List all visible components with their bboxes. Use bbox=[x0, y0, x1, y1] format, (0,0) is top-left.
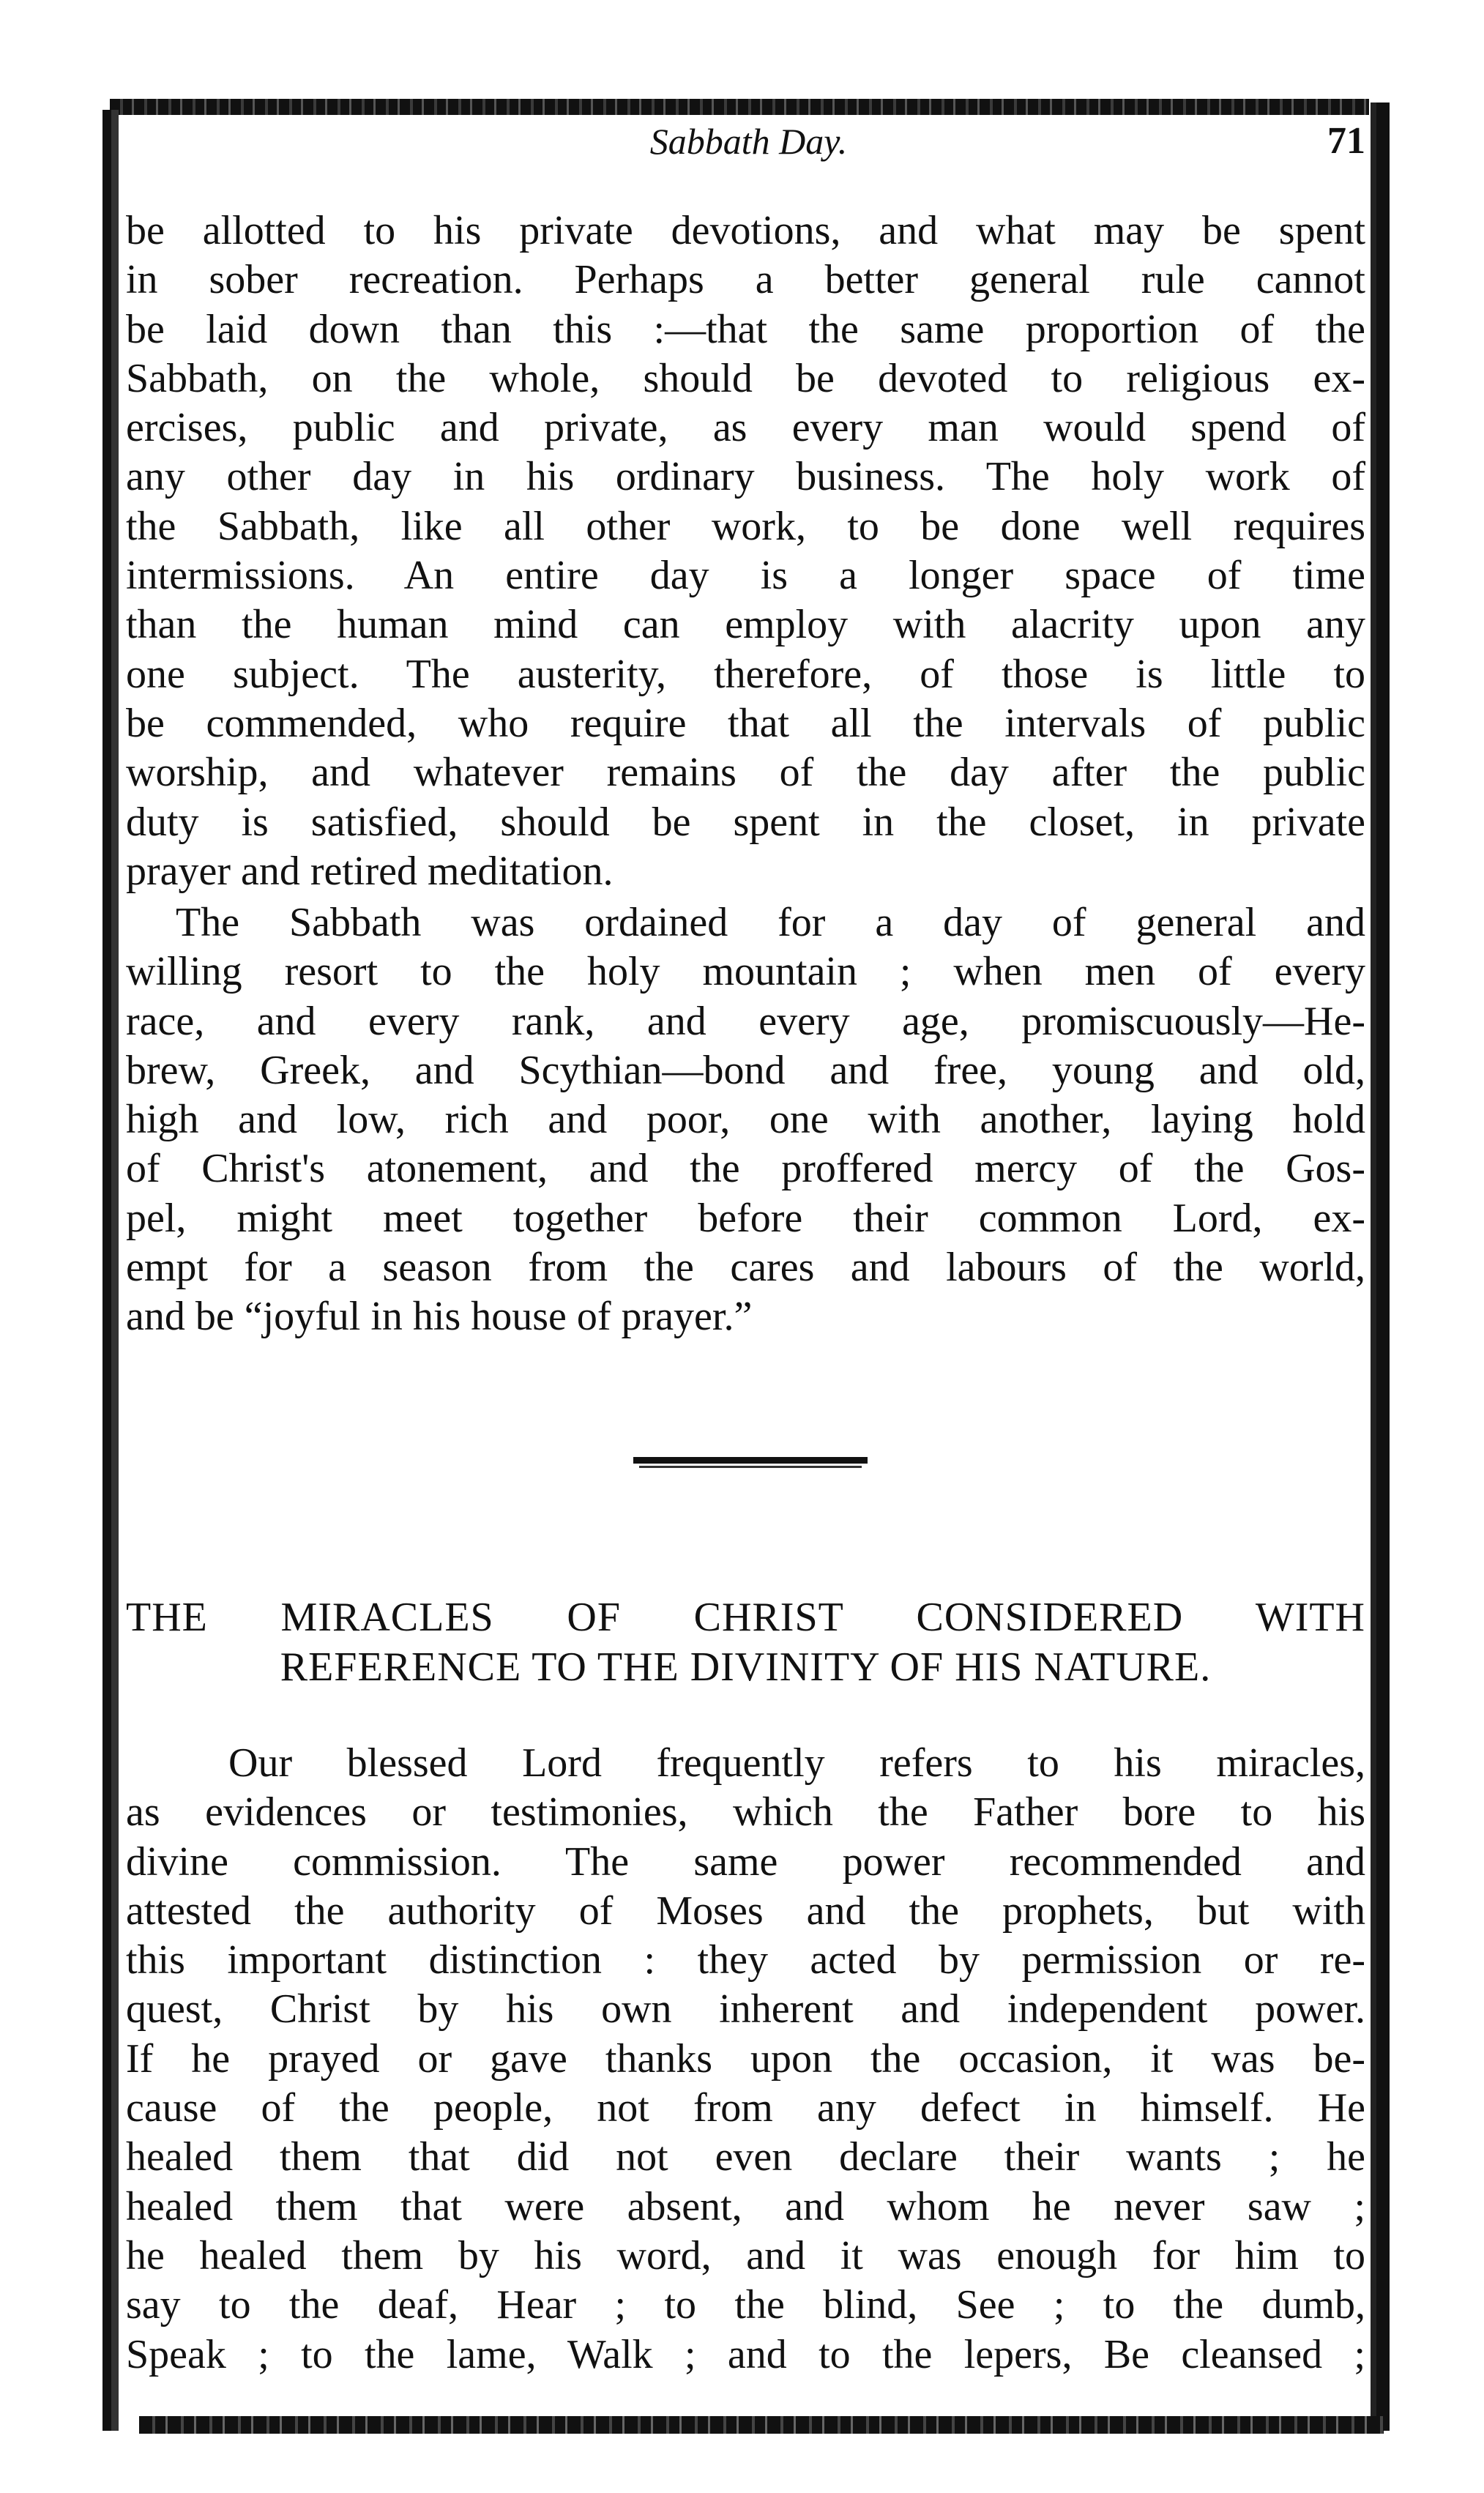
text-line: brew, Greek, and Scythian—bond and free, young and old, bbox=[126, 1047, 1365, 1093]
paragraph-miracles bbox=[126, 1739, 1365, 2380]
text-line: than the human mind can employ with alacrity upon any bbox=[126, 602, 1365, 648]
text-line: and be “joyful in his house of prayer.” bbox=[126, 1294, 753, 1340]
text-line: Speak ; to the lame, Walk ; and to the lepers, Be cleansed ; bbox=[126, 2331, 1365, 2377]
paragraph-sabbath-devotions bbox=[126, 206, 1365, 896]
text-line: this important distinction : they acted by permission or re- bbox=[126, 1937, 1365, 1983]
text-line: attested the authority of Moses and the prophets, but with bbox=[126, 1888, 1365, 1934]
section-heading-line-2: REFERENCE TO THE DIVINITY OF HIS NATURE. bbox=[280, 1644, 1212, 1690]
text-line: say to the deaf, Hear ; to the blind, See ; to the dumb, bbox=[126, 2282, 1365, 2328]
text-line: any other day in his ordinary business. The holy work of bbox=[126, 454, 1365, 500]
running-title: Sabbath Day. bbox=[649, 121, 848, 162]
right-border-bar bbox=[1371, 103, 1390, 2431]
text-line: The Sabbath was ordained for a day of general and bbox=[176, 900, 1365, 945]
section-heading-line-1: THE MIRACLES OF CHRIST CONSIDERED WITH bbox=[126, 1595, 1365, 1640]
divider-thick-rule bbox=[633, 1457, 868, 1464]
left-border-bar bbox=[102, 110, 119, 2431]
text-line: he healed them by his word, and it was enough for him to bbox=[126, 2232, 1365, 2278]
text-line: healed them that did not even declare their wants ; he bbox=[126, 2134, 1365, 2180]
text-line: quest, Christ by his own inherent and independent power. bbox=[126, 1986, 1365, 2032]
text-line: If he prayed or gave thanks upon the occasion, it was be- bbox=[126, 2035, 1365, 2082]
text-line: high and low, rich and poor, one with another, laying hold bbox=[126, 1097, 1365, 1143]
paragraph-sabbath-ordained bbox=[126, 898, 1365, 1342]
text-line: Our blessed Lord frequently refers to his miracles, bbox=[228, 1740, 1365, 1786]
bottom-border-rule bbox=[139, 2416, 1384, 2434]
text-line: pel, might meet together before their common Lord, ex- bbox=[126, 1195, 1365, 1241]
text-line: race, and every rank, and every age, promiscuously—He- bbox=[126, 998, 1365, 1044]
text-line: healed them that were absent, and whom he never saw ; bbox=[126, 2183, 1365, 2229]
text-line: ercises, public and private, as every man would spend of bbox=[126, 405, 1365, 451]
running-head bbox=[132, 116, 1365, 167]
text-line: duty is satisfied, should be spent in the closet, in private bbox=[126, 799, 1365, 845]
section-divider bbox=[633, 1457, 868, 1470]
text-line: willing resort to the holy mountain ; when men of every bbox=[126, 949, 1365, 995]
text-line: be laid down than this :—that the same proportion of the bbox=[126, 306, 1365, 352]
section-heading bbox=[126, 1592, 1365, 1692]
text-line: as evidences or testimonies, which the Father bore to his bbox=[126, 1789, 1365, 1836]
page-number: 71 bbox=[1327, 120, 1365, 162]
text-line: Sabbath, on the whole, should be devoted to religious ex- bbox=[126, 355, 1365, 401]
divider-thin-rule bbox=[639, 1466, 862, 1468]
text-line: one subject. The austerity, therefore, of those is little to bbox=[126, 651, 1365, 697]
text-line: be allotted to his private devotions, and what may be spent bbox=[126, 208, 1365, 253]
text-line: prayer and retired meditation. bbox=[126, 848, 614, 894]
text-line: cause of the people, not from any defect in himself. He bbox=[126, 2085, 1365, 2131]
text-line: of Christ's atonement, and the proffered mercy of the Gos- bbox=[126, 1146, 1365, 1192]
text-line: the Sabbath, like all other work, to be done well requires bbox=[126, 503, 1365, 549]
text-line: divine commission. The same power recommended and bbox=[126, 1838, 1365, 1885]
text-line: empt for a season from the cares and labours of the world, bbox=[126, 1245, 1365, 1291]
text-line: in sober recreation. Perhaps a better general rule cannot bbox=[126, 257, 1365, 303]
top-border-rule bbox=[110, 99, 1369, 115]
text-line: intermissions. An entire day is a longer space of time bbox=[126, 553, 1365, 599]
text-line: worship, and whatever remains of the day after the public bbox=[126, 750, 1365, 796]
text-line: be commended, who require that all the intervals of public bbox=[126, 700, 1365, 746]
